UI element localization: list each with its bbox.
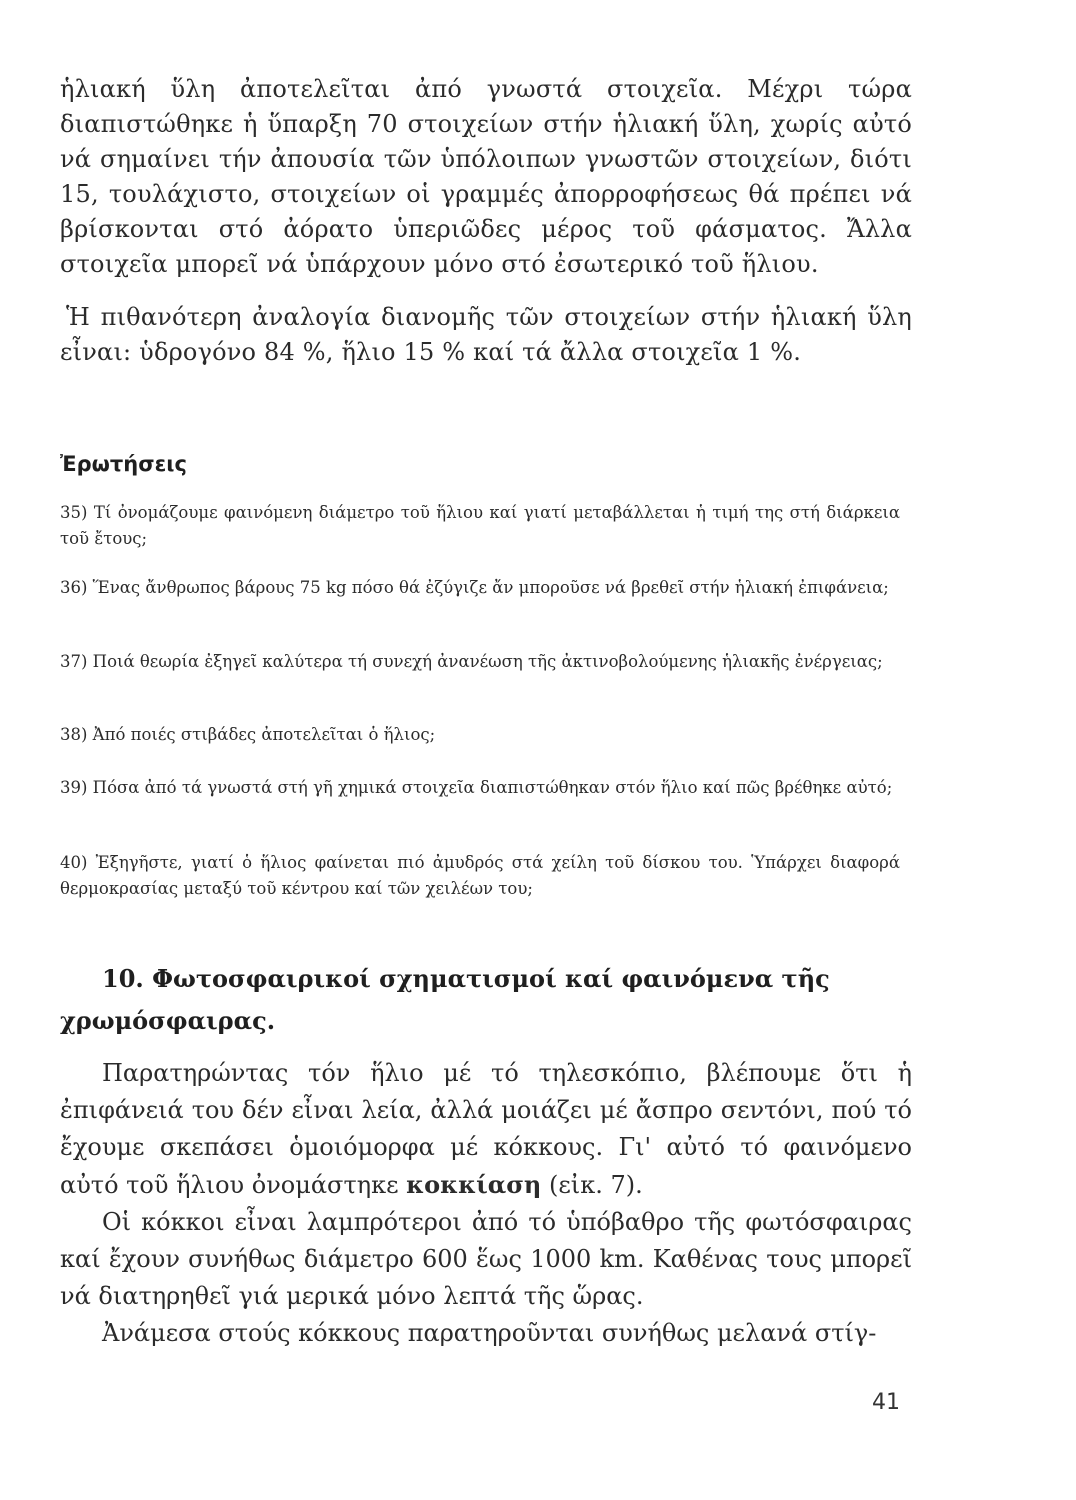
question-40: 40) Ἐξηγῆστε, γιατί ὁ ἥλιος φαίνεται πιό ἀμυδρός στά χείλη τοῦ δίσκου του. Ὑπάρχει διαφορά θερμοκρασίας μεταξύ τοῦ κέντρου καί τῶν χειλέων του; <box>60 853 900 898</box>
question-36: 36) Ἕνας ἄνθρωπος βάρους 75 kg πόσο θά ἐζύγιζε ἄν μποροῦσε νά βρεθεῖ στήν ἡλιακή ἐπιφάνεια; <box>60 578 889 597</box>
question-38: 38) Ἀπό ποιές στιβάδες ἀποτελεῖται ὁ ἥλιος; <box>60 725 436 744</box>
paragraph-element-ratio <box>60 300 912 370</box>
paragraph-text: Ἡ πιθανότερη ἀναλογία διανομῆς τῶν στοιχείων στήν ἡλιακή ὕλη εἶναι: ὑδρογόνο 84 %, ἥλιο 15 % καί τά ἄλλα στοιχεῖα 1 %. <box>60 303 912 366</box>
paragraph-text: ἡλιακή ὕλη ἀποτελεῖται ἀπό γνωστά στοιχεῖα. Μέχρι τώρα διαπιστώθηκε ἡ ὕπαρξη 70 στοιχείων στήν ἡλιακή ὕλη, χωρίς αὐτό νά σημαίνει τήν ἀπουσία τῶν ὑπόλοιπων γνωστῶν στοιχείων, διότι 15, τουλάχιστο, στοιχείων οἱ γραμμές ἀπορροφήσεως θά πρέπει νά βρίσκονται στό ἀόρατο ὑπεριῶδες μέρος τοῦ φάσματος. Ἄλλα στοιχεῖα μπορεῖ νά ὑπάρχουν μόνο στό ἐσωτερικό τοῦ ἥλιου. <box>60 75 912 278</box>
section-paragraph-granulation <box>60 1055 912 1204</box>
section-title-text: Φωτοσφαιρικοί σχηματισμοί καί φαινόμενα τῆς χρωμόσφαιρας. <box>60 964 830 1035</box>
question-37: 37) Ποιά θεωρία ἐξηγεῖ καλύτερα τή συνεχή ἀνανέωση τῆς ἀκτινοβολούμενης ἡλιακῆς ἐνέργειας; <box>60 652 883 671</box>
paragraph-text: (εἰκ. 7). <box>541 1171 643 1199</box>
section-paragraph-granules: Οἱ κόκκοι εἶναι λαμπρότεροι ἀπό τό ὑπόβαθρο τῆς φωτόσφαιρας καί ἔχουν συνήθως διάμετρο 600 ἕως 1000 km. Καθένας τους μπορεῖ νά διατηρηθεῖ γιά μερικά μόνο λεπτά τῆς ὥρας. <box>60 1208 912 1310</box>
paragraph-text: Παρατηρώντας τόν ἥλιο μέ τό τηλεσκόπιο, βλέπουμε ὅτι ἡ ἐπιφάνειά του δέν εἶναι λεία, ἀλλά μοιάζει μέ ἄσπρο σεντόνι, πού τό ἔχουμε σκεπάσει ὁμοιόμορφα μέ κόκκους. Γι' αὐτό τό φαινόμενο αὐτό τοῦ ἥλιου ὀνομάστηκε <box>60 1059 912 1199</box>
question-35: 35) Τί ὀνομάζουμε φαινόμενη διάμετρο τοῦ ἥλιου καί γιατί μεταβάλλεται ἡ τιμή της στή διάρκεια τοῦ ἔτους; <box>60 503 900 548</box>
section-paragraph-dark-spots: Ἀνάμεσα στούς κόκκους παρατηροῦνται συνήθως μελανά στίγ- <box>102 1319 877 1347</box>
questions-heading: Ἐρωτήσεις <box>60 452 187 476</box>
section-number: 10. <box>102 964 144 993</box>
section-heading <box>60 958 912 1042</box>
page-number: 41 <box>872 1390 900 1415</box>
question-39: 39) Πόσα ἀπό τά γνωστά στή γῆ χημικά στοιχεῖα διαπιστώθηκαν στόν ἥλιο καί πῶς βρέθηκε αὐτό; <box>60 778 893 797</box>
paragraph-solar-elements <box>60 72 912 282</box>
term-granulation: κοκκίαση <box>406 1170 542 1199</box>
section-body <box>60 1055 912 1352</box>
